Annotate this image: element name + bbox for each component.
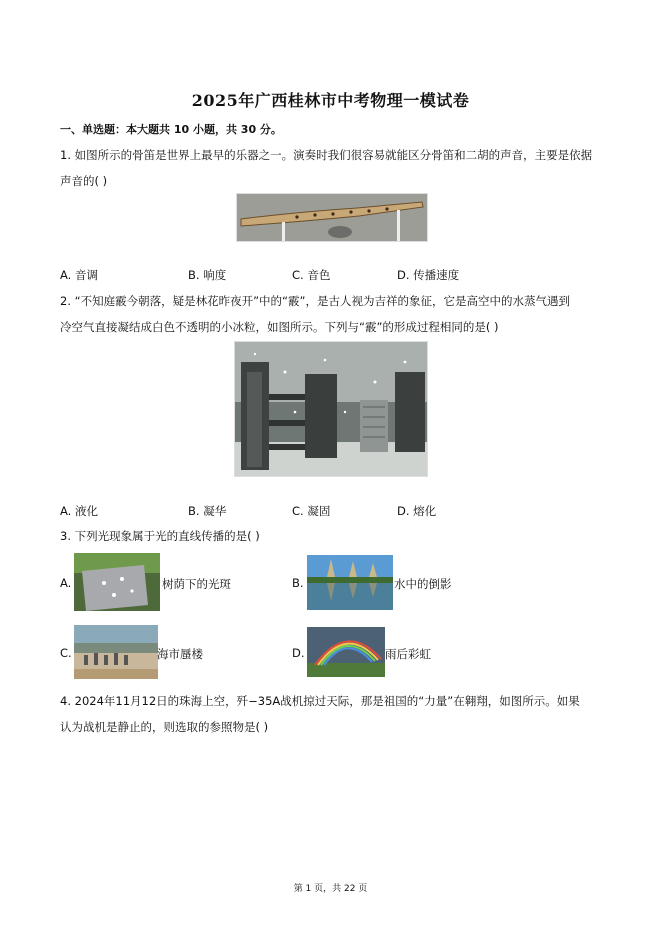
question-1-line1: 1. 如图所示的骨笛是世界上最早的乐器之一。演奏时我们很容易就能区分骨笛和二胡的声音，主要是依据: [60, 148, 593, 162]
question-2: [60, 288, 605, 340]
q2-option-b: B. 凝华: [188, 504, 227, 518]
question-4: [60, 688, 605, 740]
q2-option-c: C. 凝固: [292, 504, 331, 518]
section-heading: 一、单选题：本大题共 10 小题，共 30 分。: [60, 123, 282, 136]
q2-option-d: D. 熔化: [397, 504, 437, 518]
page-footer: 第 1 页，共 22 页: [293, 884, 368, 894]
q3-option-a-text: 树荫下的光斑: [162, 577, 231, 591]
q3-option-b-letter: B.: [292, 576, 304, 590]
question-2-line2: 冷空气直接凝结成白色不透明的小冰粒，如图所示。下列与“霰”的形成过程相同的是( ): [60, 320, 499, 334]
q3-option-d-text: 雨后彩虹: [385, 647, 431, 661]
question-3: [60, 523, 605, 549]
q3-option-b-text: 水中的倒影: [394, 577, 452, 591]
snow-pellets-image: [234, 341, 428, 477]
q1-option-c: C. 音色: [292, 268, 331, 282]
q2-option-a: A. 液化: [60, 504, 98, 518]
q3-option-b-image: [307, 555, 393, 610]
q1-option-d: D. 传播速度: [397, 268, 460, 282]
question-1: [60, 142, 605, 194]
question-4-line2: 认为战机是静止的，则选取的参照物是( ): [60, 720, 269, 734]
q3-option-c-image: [74, 625, 158, 679]
page-title: 2025年广西桂林市中考物理一模试卷: [191, 91, 470, 110]
q3-option-d-image: [307, 627, 385, 677]
question-2-line1: 2. “不知庭霰今朝落，疑是林花昨夜开”中的“霰”，是古人视为吉祥的象征，它是高空中的水蒸气遇到: [60, 294, 570, 308]
question-4-line1: 4. 2024年11月12日的珠海上空，歼−35A战机掠过天际，那是祖国的“力量”在翱翔，如图所示。如果: [60, 694, 580, 708]
q3-option-a-letter: A.: [60, 576, 72, 590]
q3-option-d-letter: D.: [292, 646, 305, 660]
q1-option-a: A. 音调: [60, 268, 98, 282]
q3-option-c-text: 海市蜃楼: [157, 647, 203, 661]
q3-option-c-letter: C.: [60, 646, 72, 660]
question-1-line2: 声音的( ): [60, 174, 108, 188]
q1-option-b: B. 响度: [188, 268, 227, 282]
q3-option-a-image: [74, 553, 160, 611]
bone-flute-image: [236, 193, 428, 242]
question-3-line1: 3. 下列光现象属于光的直线传播的是( ): [60, 529, 260, 543]
